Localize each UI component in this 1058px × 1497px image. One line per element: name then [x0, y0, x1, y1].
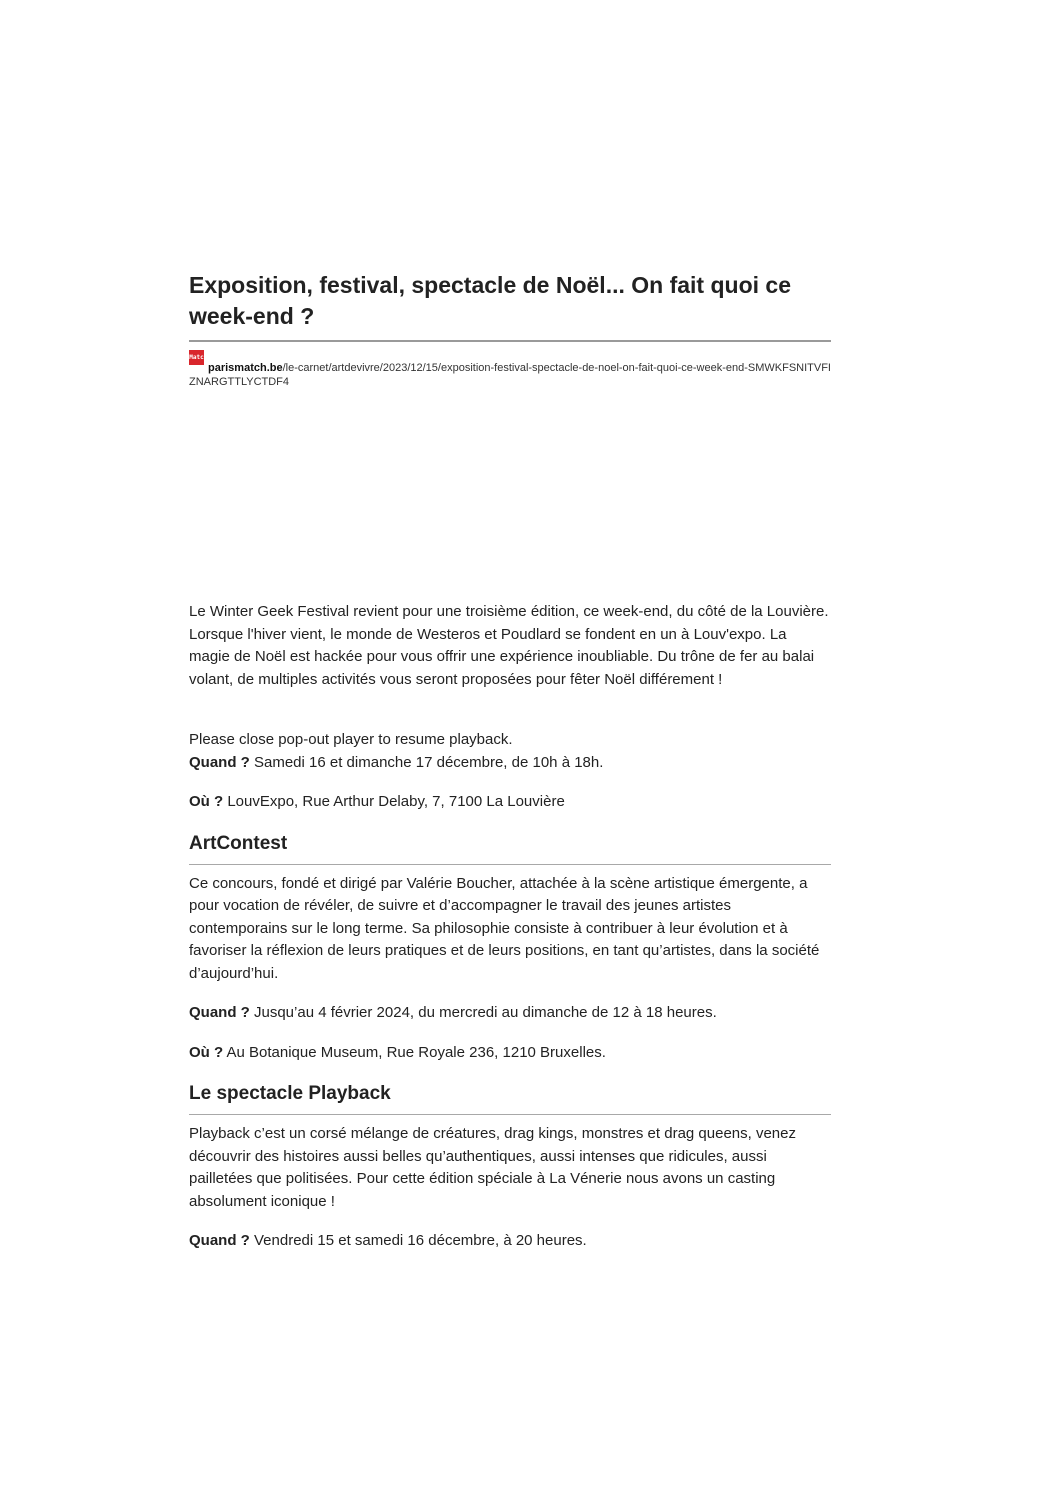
article [189, 270, 831, 1270]
article-title: Exposition, festival, spectacle de Noël... On fait quoi ce week-end ? [189, 272, 791, 329]
event1-quand-value: Samedi 16 et dimanche 17 décembre, de 10h à 18h. [249, 753, 604, 771]
source-path: /le-carnet/artdevivre/2023/12/15/exposition-festival-spectacle-de-noel-on-fait-quoi-ce-week-end-SMWKFSNITVFIZNARGTTLYCTDF4 [189, 362, 831, 388]
section-body-artcontest: Ce concours, fondé et dirigé par Valérie Boucher, attachée à la scène artistique émergente, a pour vocation de révéler, de suivre et d’accompagner le travail des jeunes artistes contemporains sur le long terme. Sa philosophie consiste à contribuer à leur évolution et à favoriser la réflexion de leurs pratiques et de leurs positions, en tant qu’artistes, dans la société d’aujourd’hui. [189, 874, 820, 982]
ou-label: Où ? [189, 793, 224, 810]
section-divider [189, 1114, 831, 1115]
player-notice: Please close pop-out player to resume playback. [189, 731, 513, 748]
title-divider [189, 340, 831, 342]
media-placeholder [189, 389, 831, 601]
source-link[interactable] [189, 362, 831, 388]
event1-quand [189, 752, 831, 775]
artcontest-quand-value: Jusqu’au 4 février 2024, du mercredi au dimanche de 12 à 18 heures. [249, 1004, 717, 1021]
section-heading-playback: Le spectacle Playback [189, 1083, 391, 1104]
source-line [189, 350, 831, 389]
artcontest-quand [189, 1002, 831, 1025]
section-body-playback: Playback c’est un corsé mélange de créatures, drag kings, monstres et drag queens, venez découvrir des histoires aussi belles qu’authentiques, aussi intenses que ridicules, aussi pailletées que politisées. Pour cette édition spéciale à La Vénerie nous avons un casting absolument iconique ! [189, 1125, 796, 1210]
quand-label: Quand ? [189, 1004, 250, 1021]
artcontest-ou-value: Au Botanique Museum, Rue Royale 236, 1210 Bruxelles. [223, 1043, 606, 1061]
playback-quand [189, 1230, 831, 1253]
event1-ou-value: LouvExpo, Rue Arthur Delaby, 7, 7100 La Louvière [223, 793, 565, 810]
parismatch-logo-icon: Match [189, 350, 204, 365]
section-heading-artcontest: ArtContest [189, 832, 288, 854]
intro-paragraph: Le Winter Geek Festival revient pour une troisième édition, ce week-end, du côté de la Louvière. Lorsque l'hiver vient, le monde de Westeros et Poudlard se fondent en un à Louv'expo. La magie de Noël est hackée pour vous offrir une expérience inoubliable. Du trône de fer au balai volant, de multiples activités vous seront proposées pour fêter Noël différement ! [189, 603, 829, 688]
quand-label: Quand ? [189, 753, 250, 771]
section-divider [189, 864, 831, 865]
playback-quand-value: Vendredi 15 et samedi 16 décembre, à 20 heures. [249, 1232, 587, 1249]
ou-label: Où ? [189, 1043, 224, 1061]
source-domain: parismatch.be [208, 362, 283, 374]
artcontest-ou [189, 1042, 831, 1065]
quand-label: Quand ? [189, 1232, 250, 1249]
event1-ou [189, 791, 831, 814]
